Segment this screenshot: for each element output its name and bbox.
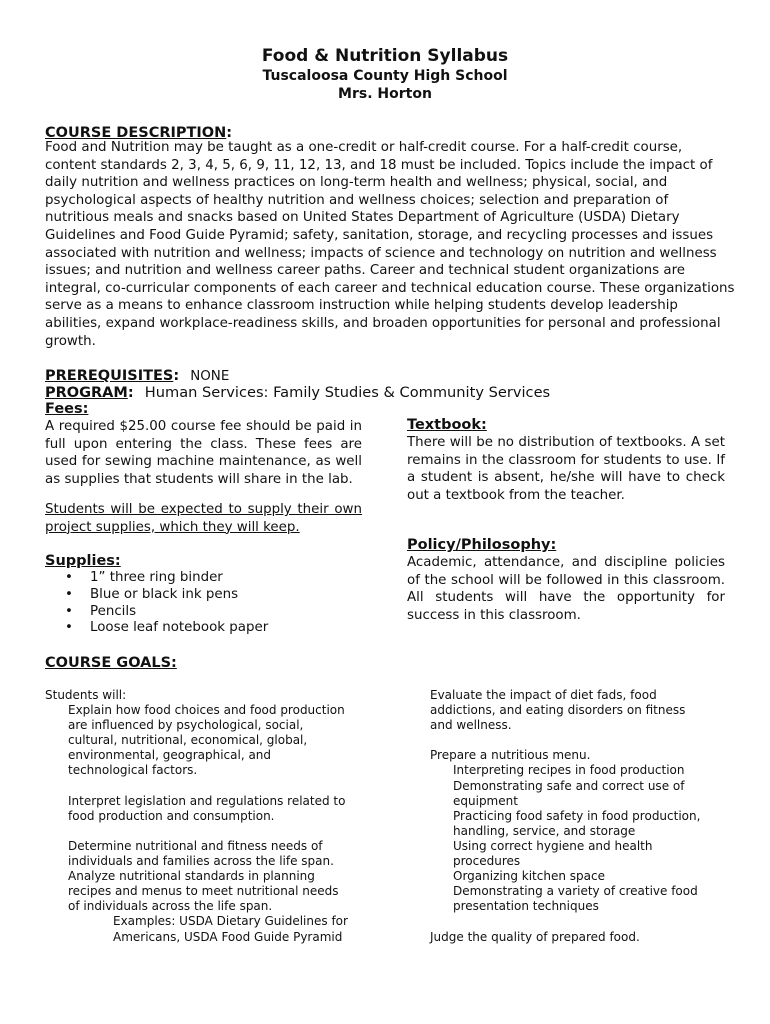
goal-line: and wellness.: [430, 718, 512, 733]
goal-item: [45, 794, 375, 824]
program-label: PROGRAM: [45, 385, 128, 401]
prerequisites-value: NONE: [190, 369, 230, 384]
goal-line: Analyze nutritional standards in planning: [68, 869, 315, 884]
goal-line: cultural, nutritional, economical, global,: [68, 733, 308, 748]
goal-line: procedures: [453, 854, 521, 869]
supplies-item: • Blue or black ink pens: [45, 587, 365, 604]
goal-line: recipes and menus to meet nutritional needs: [68, 884, 339, 899]
textbook-text: There will be no distribution of textbooks. A set remains in the classroom for students to use. If a student is absent, he/she will have to check out a textbook from the teacher.: [407, 435, 725, 503]
goal-examples: [45, 914, 375, 944]
goal-line: Explain how food choices and food production: [68, 703, 345, 718]
prerequisites-label: PREREQUISITES: [45, 368, 174, 384]
program-value: Human Services: Family Studies & Community Services: [144, 384, 551, 401]
course-description-colon: :: [226, 125, 233, 141]
goal-item: Prepare a nutritious menu.: [430, 748, 591, 763]
course-goals-heading: COURSE GOALS:: [45, 655, 177, 671]
goal-line: Using correct hygiene and health: [453, 838, 653, 853]
teacher-name: Mrs. Horton: [338, 86, 432, 102]
prerequisites-colon: :: [173, 368, 180, 384]
program-colon: :: [127, 385, 134, 401]
supplies-item: • 1” three ring binder: [45, 570, 365, 587]
goal-line: Evaluate the impact of diet fads, food: [430, 688, 657, 702]
goal-line: of individuals across the life span.: [68, 899, 273, 914]
goal-line: Interpreting recipes in food production: [453, 763, 685, 778]
course-description-text: Food and Nutrition may be taught as a one-credit or half-credit course. For a half-credit course, content standards 2, 3, 4, 5, 6, 9, 11, 12, 13, and 18 must be included. Topics include the impact of daily nutrition and wellness practices on long-term health and wellness; physical, social, and psychological aspects of healthy nutrition and wellness choices; selection and preparation of nutritious meals and snacks based on United States Department of Agriculture (USDA) Dietary Guidelines and Food Guide Pyramid; safety, sanitation, storage, and recycling processes and issues associated with nutrition and wellness; impacts of science and technology on nutrition and wellness issues; and nutrition and wellness career paths. Career and technical student organizations are integral, co-curricular components of each career and technical education course. These organizations serve as a means to enhance classroom instruction while helping students develop leadership abilities, expand workplace-readiness skills, and broaden opportunities for personal and professional growth.: [45, 140, 735, 349]
goals-right-column: [430, 688, 750, 945]
goal-line: Interpret legislation and regulations related to: [68, 793, 346, 808]
course-description-label: COURSE DESCRIPTION: [45, 125, 227, 141]
page-title: Food & Nutrition Syllabus: [261, 46, 509, 66]
goal-line: Examples: USDA Dietary Guidelines for: [113, 914, 348, 929]
goal-line: handling, service, and storage: [453, 823, 636, 838]
policy-text: Academic, attendance, and discipline policies of the school will be followed in this classroom. All students will have the opportunity for success in this classroom.: [407, 555, 725, 623]
supplies-item: • Pencils: [45, 604, 365, 621]
goal-line: Practicing food safety in food production,: [453, 808, 701, 823]
goal-item: [430, 688, 750, 733]
fees-heading: Fees:: [45, 401, 89, 417]
program-line: [45, 382, 550, 401]
supplies-heading: Supplies:: [45, 553, 121, 569]
goal-line: addictions, and eating disorders on fitness: [430, 703, 686, 718]
supplies-list: [45, 570, 365, 637]
goal-line: technological factors.: [68, 763, 198, 778]
textbook-heading: Textbook:: [407, 417, 487, 433]
goal-line: equipment: [453, 793, 518, 808]
supplies-item: • Loose leaf notebook paper: [45, 620, 365, 637]
goal-line: Determine nutritional and fitness needs of: [68, 838, 323, 853]
goal-line: Americans, USDA Food Guide Pyramid: [113, 929, 343, 944]
fees-note: Students will be expected to supply their own project supplies, which they will keep.: [45, 502, 362, 535]
goal-line: food production and consumption.: [68, 808, 275, 823]
goal-line: are influenced by psychological, social,: [68, 718, 304, 733]
goal-subitems: [430, 763, 750, 914]
goal-item: [45, 703, 375, 778]
goal-line: Organizing kitchen space: [453, 869, 605, 884]
goals-left-column: [45, 688, 375, 945]
fees-text: A required $25.00 course fee should be paid in full upon entering the class. These fees are used for sewing machine maintenance, as well as supplies that students will share in the lab.: [45, 419, 362, 487]
goal-line: individuals and families across the life span.: [68, 854, 334, 869]
goal-item: Judge the quality of prepared food.: [430, 929, 640, 944]
goals-intro: Students will:: [45, 688, 127, 702]
goal-line: environmental, geographical, and: [68, 748, 272, 763]
goal-line: Demonstrating a variety of creative food: [453, 884, 698, 899]
policy-heading: Policy/Philosophy:: [407, 537, 557, 553]
school-name: Tuscaloosa County High School: [262, 68, 508, 84]
goal-line: Demonstrating safe and correct use of: [453, 778, 685, 793]
goal-line: presentation techniques: [453, 899, 599, 914]
goal-item: [45, 839, 375, 914]
